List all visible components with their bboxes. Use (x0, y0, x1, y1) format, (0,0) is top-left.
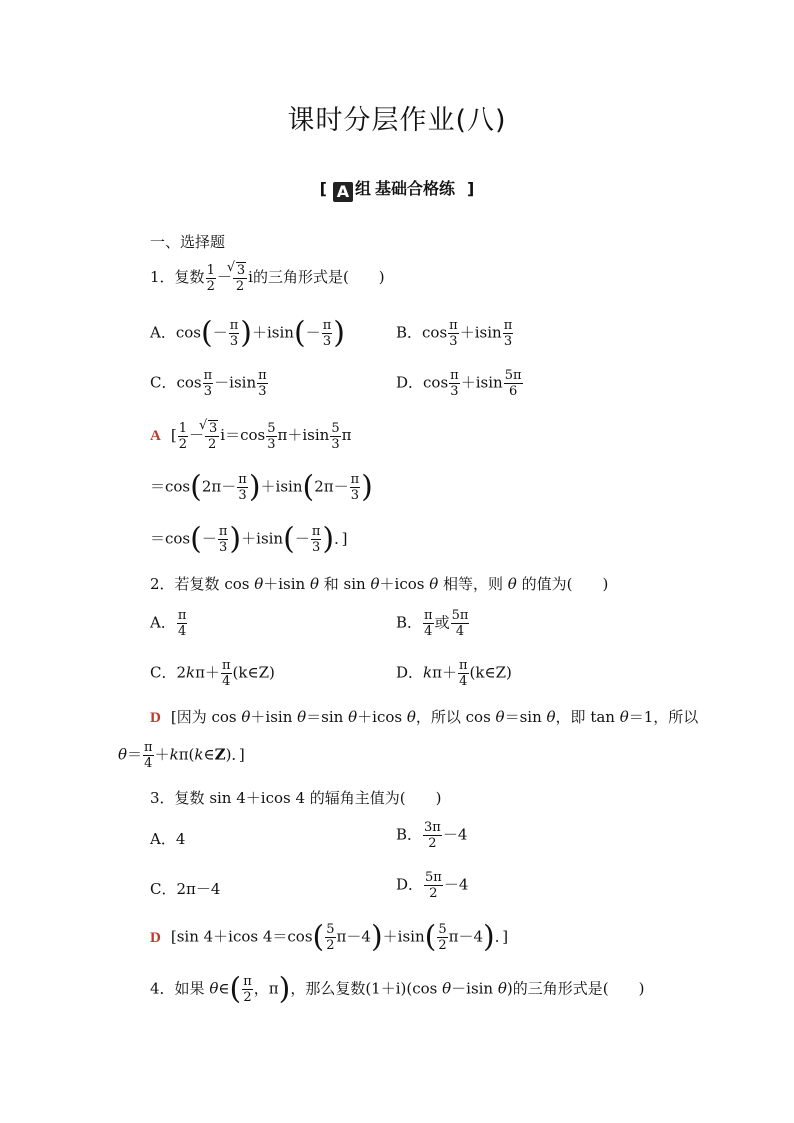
q2-theta-5: θ (507, 575, 517, 593)
q3-text: 复数 sin 4＋icos 4 的辐角主值为( ) (174, 789, 442, 807)
q2-theta-4: θ (429, 575, 439, 593)
q2-option-c-domain: (k∈Z) (232, 663, 275, 682)
q3-option-c-label: C． (150, 880, 177, 898)
q1-solution-line-3: ＝cos(－ $\frac{\pi}{3}$ )＋isin(－ $\frac{\pi}{3}$ )．] (150, 521, 348, 557)
q2-text-g: ＋icos (379, 575, 430, 593)
q3-option-a-value: 4 (175, 830, 186, 848)
q3-option-c-value: 2π－4 (176, 880, 221, 898)
group-header (0, 176, 794, 202)
q3-answer: D (150, 929, 161, 946)
q1-prefix: 复数 (174, 268, 205, 286)
q2-option-d: D．kπ＋ $\frac{\pi}{4}$ (k∈Z) (396, 658, 512, 689)
q2-option-a: A． $\frac{\pi}{4}$ (150, 608, 187, 639)
q3-option-d-label: D． (396, 875, 424, 894)
group-badge: A (333, 182, 353, 202)
q4-number: 4． (150, 979, 175, 998)
q4-suffix: )的三角形式是( ) (506, 979, 645, 998)
q2-answer: D (150, 710, 161, 726)
q2-text-e: 和 sin (319, 575, 371, 593)
q2-solution-line-1: D [因为 cos θ＋isin θ＝sin θ＋icos θ，所以 cos θ＝sin θ，即 tan θ＝1，所以 (150, 708, 699, 726)
q3-option-b-label: B． (396, 825, 423, 844)
q1-option-c-label: C． (150, 373, 177, 392)
question-3 (150, 787, 442, 808)
q3-option-b: B． $\frac{3\pi}{2}$ －4 (396, 820, 468, 851)
q3-number: 3． (150, 789, 175, 807)
q3-option-a (150, 828, 185, 849)
q2-option-a-label: A． (150, 613, 176, 632)
q1-option-d: D．cos $\frac{\pi}{3}$ ＋isin $\frac{5\pi}{6}$ (396, 368, 522, 399)
q2-option-d-label: D． (396, 663, 424, 682)
q1-option-b-label: B． (396, 323, 423, 342)
q2-text-c: ＋isin (263, 575, 310, 593)
q2-text-k: 的值为( ) (516, 575, 609, 593)
q1-option-a: A．cos(－ $\frac{\pi}{3}$ )＋isin(－ $\frac{\pi}{3}$ ) (150, 315, 345, 351)
q1-option-c: C．cos $\frac{\pi}{3}$ －isin $\frac{\pi}{3}$ (150, 368, 267, 399)
section-heading: 一、选择题 (150, 233, 226, 251)
q2-text-a: 若复数 cos (174, 575, 255, 593)
q2-theta-2: θ (309, 575, 320, 593)
q3-option-a-label: A． (150, 830, 176, 848)
q2-number: 2． (150, 575, 175, 593)
q2-or: 或 (434, 613, 450, 632)
q2-solution-line-2: θ＝ $\frac{\pi}{4}$ ＋kπ(k∈Z)．] (118, 740, 245, 771)
question-1: 1．复数 $\frac{1}{2}$ － √ $\frac{3}{2}$ i的三角形式是( ) (150, 262, 385, 294)
question-2 (150, 573, 608, 594)
q2-option-c: C．2kπ＋ $\frac{\pi}{4}$ (k∈Z) (150, 658, 275, 689)
q1-solution-line-1: A [ $\frac{1}{2}$ － √ $\frac{3}{2}$ i＝cos $\frac{5}{3}$ π＋isin $\frac{5}{3}$ π (150, 420, 351, 452)
group-label: 基础合格练 (375, 179, 456, 198)
q4-mid2: －isin (451, 979, 498, 998)
q2-text-i: 相等，则 (438, 575, 508, 593)
group-name: 组 (354, 179, 371, 198)
bracket-right: ] (467, 179, 475, 198)
q2-option-b: B． $\frac{\pi}{4}$ 或 $\frac{5\pi}{4}$ (396, 608, 469, 639)
q2-option-c-label: C． (150, 663, 177, 682)
q1-option-d-label: D． (396, 373, 424, 392)
q3-solution: D [sin 4＋icos 4＝cos( $\frac{5}{2}$ π－4)＋isin( $\frac{5}{2}$ π－4)．] (150, 919, 509, 955)
q4-prefix: 如果 (174, 979, 210, 998)
bracket-left: [ (319, 179, 327, 198)
q3-option-d: D． $\frac{5\pi}{2}$ －4 (396, 870, 469, 901)
q2-option-b-label: B． (396, 613, 423, 632)
q2-theta-1: θ (254, 575, 264, 593)
q1-number: 1． (150, 268, 175, 286)
q1-option-a-label: A． (150, 323, 176, 342)
q2-option-d-domain: (k∈Z) (469, 663, 512, 682)
q3-option-c (150, 878, 220, 899)
q1-answer: A (150, 428, 161, 444)
q2-theta-3: θ (370, 575, 380, 593)
page-title: 课时分层作业(八) (287, 105, 507, 136)
q1-suffix: 的三角形式是( ) (252, 268, 385, 286)
q4-mid: ，那么复数(1＋i)(cos (290, 979, 443, 998)
q1-option-b: B．cos $\frac{\pi}{3}$ ＋isin $\frac{\pi}{3}$ (396, 318, 513, 349)
q1-solution-line-2: ＝cos(2π－ $\frac{\pi}{3}$ )＋isin(2π－ $\frac{\pi}{3}$ ) (150, 469, 373, 505)
question-4: 4．如果 θ∈( $\frac{\pi}{2}$ ，π)，那么复数(1＋i)(cos θ－isin θ)的三角形式是( ) (150, 971, 645, 1007)
